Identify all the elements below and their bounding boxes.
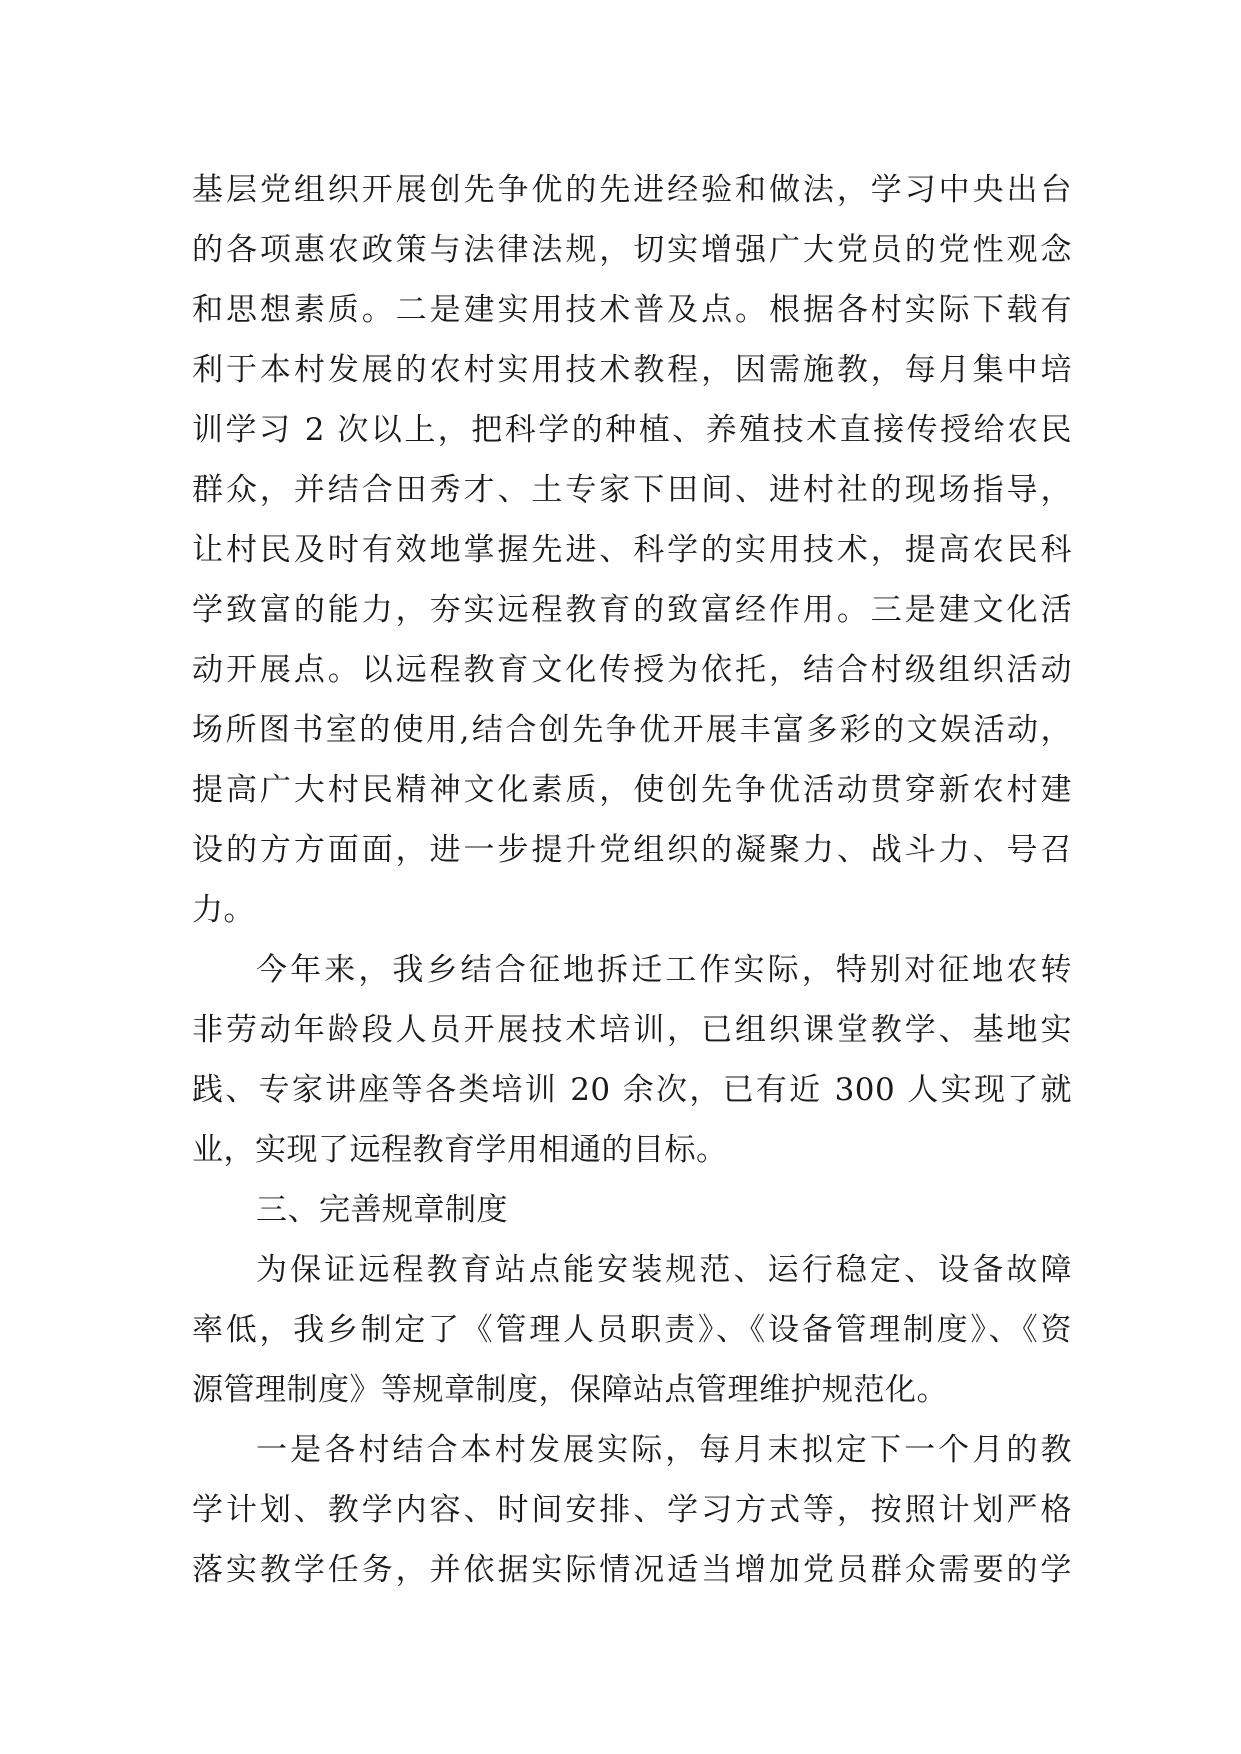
text-line: 率低，我乡制定了《管理人员职责》、《设备管理制度》、《资	[192, 1312, 1072, 1348]
text-line: 提高广大村民精神文化素质，使创先争优活动贯穿新农村建	[192, 772, 1072, 808]
text-line: 业，实现了远程教育学用相通的目标。	[192, 1132, 728, 1168]
text-line: 学计划、教学内容、时间安排、学习方式等，按照计划严格	[192, 1492, 1072, 1528]
text-line: 和思想素质。二是建实用技术普及点。根据各村实际下载有	[192, 292, 1072, 328]
text-line: 动开展点。以远程教育文化传授为依托，结合村级组织活动	[192, 652, 1072, 688]
text-line: 三、完善规章制度	[256, 1192, 508, 1228]
text-line: 场所图书室的使用,结合创先争优开展丰富多彩的文娱活动，	[192, 712, 1072, 748]
text-line: 利于本村发展的农村实用技术教程，因需施教，每月集中培	[192, 352, 1072, 388]
text-line: 群众，并结合田秀才、土专家下田间、进村社的现场指导，	[192, 472, 1072, 508]
text-line: 力。	[192, 892, 255, 928]
text-line: 为保证远程教育站点能安装规范、运行稳定、设备故障	[256, 1252, 1072, 1288]
body-text	[192, 160, 1072, 1600]
text-line: 设的方方面面，进一步提升党组织的凝聚力、战斗力、号召	[192, 832, 1072, 868]
text-line: 训学习 2 次以上，把科学的种植、养殖技术直接传授给农民	[192, 412, 1072, 448]
text-line: 一是各村结合本村发展实际，每月末拟定下一个月的教	[256, 1432, 1072, 1468]
text-line: 基层党组织开展创先争优的先进经验和做法，学习中央出台	[192, 172, 1072, 208]
text-line: 践、专家讲座等各类培训 20 余次，已有近 300 人实现了就	[192, 1072, 1072, 1108]
text-line: 非劳动年龄段人员开展技术培训，已组织课堂教学、基地实	[192, 1012, 1072, 1048]
text-line: 今年来，我乡结合征地拆迁工作实际，特别对征地农转	[256, 952, 1072, 988]
text-line: 的各项惠农政策与法律法规，切实增强广大党员的党性观念	[192, 232, 1072, 268]
text-line: 落实教学任务，并依据实际情况适当增加党员群众需要的学	[192, 1552, 1072, 1588]
text-line: 源管理制度》等规章制度，保障站点管理维护规范化。	[192, 1372, 948, 1408]
text-line: 让村民及时有效地掌握先进、科学的实用技术，提高农民科	[192, 532, 1072, 568]
text-line: 学致富的能力，夯实远程教育的致富经作用。三是建文化活	[192, 592, 1072, 628]
